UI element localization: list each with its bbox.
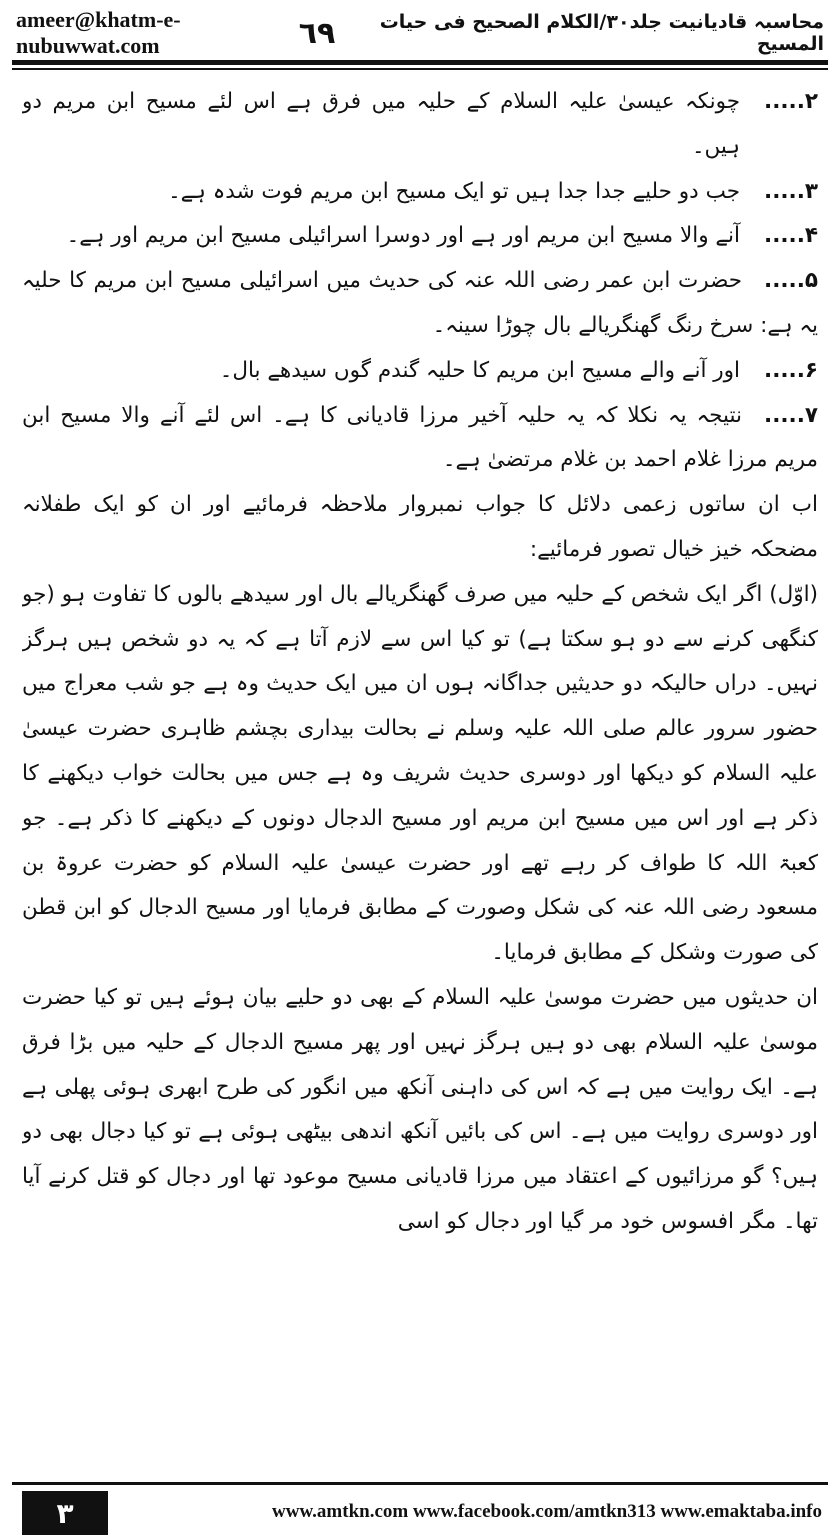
list-text: اور آنے والے مسیح ابن مریم کا حلیہ گندم گوں سیدھے بال۔ [219,357,740,383]
page-body [22,80,818,1475]
list-number: ۶..... [764,357,818,383]
header-title-group [299,11,824,55]
header-rule-thin [12,68,828,70]
page-footer [12,1482,828,1535]
list-number: ۲..... [764,89,818,114]
list-number: ۷..... [764,402,818,428]
list-item-5 [22,259,818,349]
list-text: آنے والا مسیح ابن مریم اور ہے اور دوسرا اسرائیلی مسیح ابن مریم اور ہے۔ [66,223,740,249]
list-item [22,214,818,259]
intro-paragraph: اب ان ساتوں زعمی دلائل کا جواب نمبروار ملاحظہ فرمائیے اور ان کو ایک طفلانہ مضحکہ خیز خیال تصور فرمائیے: [22,492,818,562]
page-number: ٦٩ [298,15,336,51]
paragraph-awwal: (اوّل) اگر ایک شخص کے حلیہ میں صرف گھنگریالے بال اور سیدھے بالوں کا تفاوت ہو (جو کنگھی کرنے سے دو ہو سکتا ہے) تو کیا اس سے لازم آتا ہے کہ یہ دو شخص ہیں ہرگز نہیں۔ دراں حالیکہ دو حدیثیں جداگانہ ہوں ان میں ایک حدیث وہ ہے جو شب معراج میں حضور سرور عالم صلی اللہ علیہ وسلم نے بحالت بیداری بچشم ظاہری حضرت عیسیٰ علیہ السلام کو دیکھا اور دوسری حدیث شریف وہ ہے جس میں بحالت خواب دیکھنے کا ذکر ہے اور اس میں مسیح ابن مریم اور مسیح الدجال دونوں کے دیکھنے کا ذکر ہے۔ جو کعبۃ اللہ کا طواف کر رہے تھے اور حضرت عیسیٰ علیہ السلام کو حضرت عروۃ بن مسعود رضی اللہ عنہ کی شکل وصورت کے مطابق فرمایا اور مسیح الدجال کو ابن قطن کی صورت وشکل کے مطابق فرمایا۔ [22,581,818,966]
list-item-7 [22,394,818,484]
list-text: حضرت ابن عمر رضی اللہ عنہ کی حدیث میں اسرائیلی مسیح ابن مریم کا حلیہ یہ ہے: سرخ رنگ گھنگریالے بال چوڑا سینہ۔ [22,268,818,338]
footer-page-badge: ۳ [22,1491,108,1535]
list-text: چونکہ عیسیٰ علیہ السلام کے حلیہ میں فرق ہے اس لئے مسیح ابن مریم دو ہیں۔ [22,89,740,159]
list-item [22,80,818,170]
footer-links[interactable]: www.amtkn.com www.facebook.com/amtkn313 www.emaktaba.info [272,1501,822,1522]
page-header [16,7,824,58]
list-text: نتیجہ یہ نکلا کہ یہ حلیہ آخیر مرزا قادیانی کا ہے۔ اس لئے آنے والا مسیح ابن مریم مرزا غلام احمد بن غلام مرتضیٰ ہے۔ [22,402,818,473]
list-number: ۴..... [764,223,818,249]
paragraph-musa: ان حدیثوں میں حضرت موسیٰ علیہ السلام کے بھی دو حلیے بیان ہوئے ہیں تو کیا حضرت موسیٰ علیہ السلام بھی دو ہیں ہرگز نہیں اور پھر مسیح الدجال کے حلیہ میں بڑا فرق ہے۔ ایک روایت میں ہے کہ اس کی داہنی آنکھ میں انگور کی طرح ابھری ہوئی پھلی ہے اور دوسری روایت میں ہے۔ اس کی بائیں آنکھ اندھی بیٹھی ہوئی ہے تو کیا دجال بھی دو ہیں؟ گو مرزائیوں کے اعتقاد میں مرزا قادیانی مسیح موعود تھا اور دجال کو قتل کرنے آیا تھا۔ مگر افسوس خود مر گیا اور دجال کو اسی [22,984,818,1234]
header-email[interactable]: ameer@khatm-e-nubuwwat.com [16,7,181,58]
header-rule-thick [12,60,828,65]
list-number: ۵..... [764,268,818,294]
book-title: محاسبہ قادیانیت جلد۳۰/الکلام الصحیح فی حیات المسیح [379,11,824,55]
list-item-6 [22,349,818,394]
list-number: ۳..... [764,178,818,204]
list-item [22,170,818,215]
list-text: جب دو حلیے جدا جدا ہیں تو ایک مسیح ابن مریم فوت شدہ ہے۔ [168,178,740,204]
